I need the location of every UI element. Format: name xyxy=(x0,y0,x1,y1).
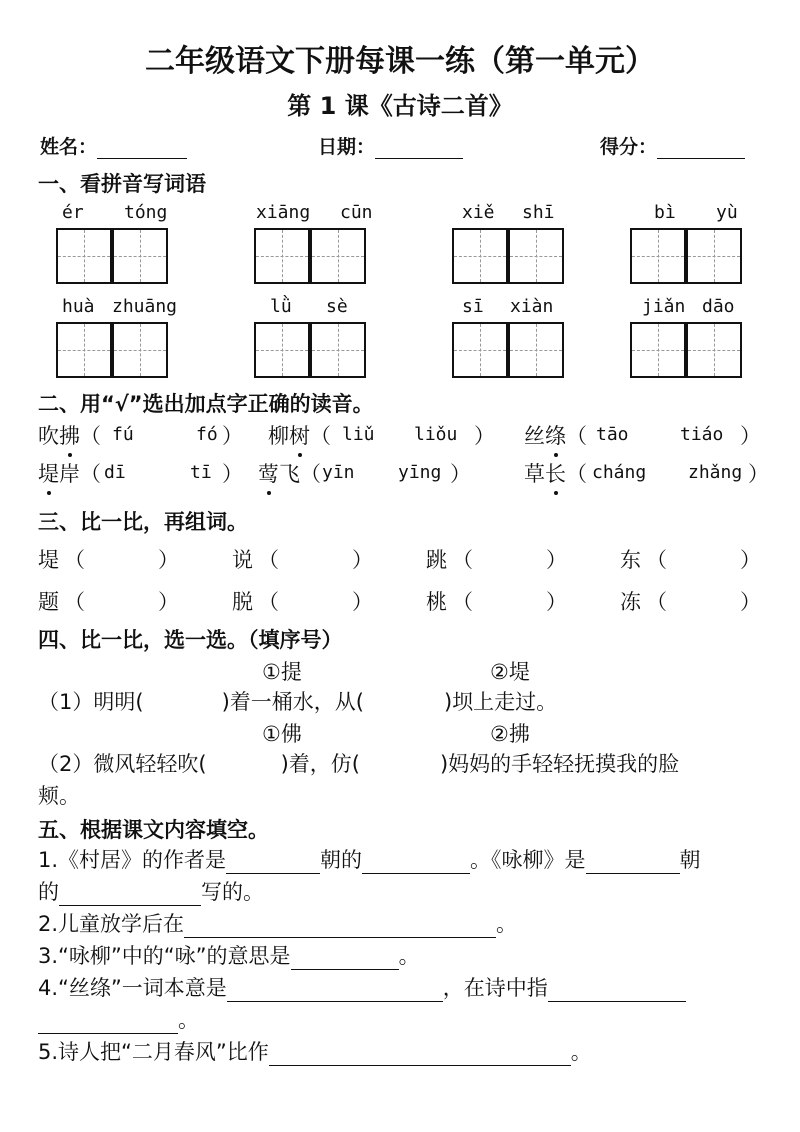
word-char: 飞 xyxy=(279,462,300,486)
answer-blank[interactable] xyxy=(38,1011,178,1034)
writing-grid[interactable] xyxy=(686,322,742,378)
compare-char: 说 xyxy=(232,548,253,572)
compare-char: 冻 xyxy=(620,590,641,614)
paren: （ xyxy=(64,548,85,572)
fill-line-3 xyxy=(38,908,517,938)
reading-option[interactable]: zhǎng xyxy=(688,462,743,483)
dotted-char: 绦 xyxy=(545,420,566,450)
pinyin-label: bì xyxy=(654,202,676,223)
pinyin-label: dāo xyxy=(702,296,735,317)
paren: （ xyxy=(566,424,587,448)
paren: （ xyxy=(452,548,473,572)
dotted-char: 长 xyxy=(545,458,566,488)
compare-char: 堤 xyxy=(38,548,59,572)
paren: （ xyxy=(80,424,101,448)
writing-grid[interactable] xyxy=(508,322,564,378)
writing-grid[interactable] xyxy=(310,228,366,284)
fill-text: 。 xyxy=(570,1040,592,1064)
section2-heading: 二、用“√”选出加点字正确的读音。 xyxy=(38,392,374,416)
date-label: 日期： xyxy=(318,136,376,158)
paren: ） xyxy=(546,548,567,572)
paren: ） xyxy=(474,424,495,448)
reading-option[interactable]: liǔ xyxy=(342,424,375,445)
score-field xyxy=(600,132,745,159)
name-field xyxy=(40,132,187,159)
option-label: ②拂 xyxy=(490,722,530,746)
pinyin-label: ér xyxy=(62,202,84,223)
answer-blank[interactable] xyxy=(184,915,496,938)
pinyin-label: sè xyxy=(326,296,348,317)
pinyin-label: zhuāng xyxy=(112,296,178,317)
paren: （ xyxy=(80,462,101,486)
option-label: ①提 xyxy=(262,660,302,684)
score-label: 得分： xyxy=(600,136,658,158)
paren: ） xyxy=(740,590,761,614)
writing-grid[interactable] xyxy=(254,322,310,378)
dotted-char: 树 xyxy=(289,420,310,450)
compare-char: 脱 xyxy=(232,590,253,614)
fill-text: 朝 xyxy=(679,848,701,872)
pinyin-label: xiàn xyxy=(510,296,554,317)
word-item xyxy=(38,458,101,488)
word-item xyxy=(268,420,331,450)
option-label: ②堤 xyxy=(490,660,530,684)
question-text: （2）微风轻轻吹( xyxy=(38,752,207,776)
pinyin-label: xiāng xyxy=(256,202,311,223)
fill-text: 。 xyxy=(398,944,420,968)
compare-char: 题 xyxy=(38,590,59,614)
word-item xyxy=(524,420,587,450)
reading-option[interactable]: liǒu xyxy=(414,424,458,445)
answer-blank[interactable] xyxy=(362,851,470,874)
fill-text: 朝的 xyxy=(320,848,363,872)
fill-text: 5.诗人把“二月春风”比作 xyxy=(38,1040,269,1064)
writing-grid[interactable] xyxy=(112,322,168,378)
writing-grid[interactable] xyxy=(56,228,112,284)
question-1 xyxy=(38,686,557,716)
name-label: 姓名： xyxy=(40,136,98,158)
pinyin-label: tóng xyxy=(124,202,168,223)
writing-grid[interactable] xyxy=(310,322,366,378)
paren: （ xyxy=(452,590,473,614)
fill-text: 4.“丝绦”一词本意是 xyxy=(38,976,227,1000)
paren: ） xyxy=(158,548,179,572)
compare-char: 跳 xyxy=(426,548,447,572)
pinyin-label: huà xyxy=(62,296,95,317)
page-title: 二年级语文下册每课一练（第一单元） xyxy=(145,44,655,79)
option-label: ①佛 xyxy=(262,722,302,746)
fill-text: ，在诗中指 xyxy=(442,976,548,1000)
section4-heading: 四、比一比，选一选。（填序号） xyxy=(38,628,343,652)
compare-char: 东 xyxy=(620,548,641,572)
fill-text: 2.儿童放学后在 xyxy=(38,912,185,936)
section5-heading: 五、根据课文内容填空。 xyxy=(38,818,269,842)
fill-line-1 xyxy=(38,844,701,874)
answer-blank[interactable] xyxy=(586,851,680,874)
paren: （ xyxy=(310,424,331,448)
paren: （ xyxy=(646,548,667,572)
writing-grid[interactable] xyxy=(254,228,310,284)
paren: （ xyxy=(258,548,279,572)
dotted-char: 莺 xyxy=(258,458,279,488)
name-input[interactable] xyxy=(97,138,187,159)
section3-heading: 三、比一比，再组词。 xyxy=(38,510,248,534)
paren: ） xyxy=(450,462,471,486)
word-item xyxy=(258,458,321,488)
reading-option[interactable]: tī xyxy=(190,462,212,483)
paren: （ xyxy=(646,590,667,614)
writing-grid[interactable] xyxy=(686,228,742,284)
question-text: )妈妈的手轻轻抚摸我的脸 xyxy=(439,752,680,776)
answer-blank[interactable] xyxy=(59,883,201,906)
compare-char: 桃 xyxy=(426,590,447,614)
fill-line-7 xyxy=(38,1036,592,1066)
dotted-char: 堤 xyxy=(38,458,59,488)
pinyin-label: jiǎn xyxy=(642,296,686,317)
paren: ） xyxy=(748,462,769,486)
reading-option[interactable]: tāo xyxy=(596,424,629,445)
fill-line-4 xyxy=(38,940,420,970)
lesson-subtitle: 第 1 课《古诗二首》 xyxy=(287,92,513,120)
reading-option[interactable]: fó xyxy=(196,424,218,445)
paren: ） xyxy=(222,424,243,448)
date-field xyxy=(318,132,463,159)
pinyin-label: lǜ xyxy=(270,296,292,317)
fill-text: 1.《村居》的作者是 xyxy=(38,848,227,872)
answer-blank[interactable] xyxy=(291,947,399,970)
word-char: 岸 xyxy=(59,462,80,486)
section1-heading: 一、看拼音写词语 xyxy=(38,172,206,196)
writing-grid[interactable] xyxy=(630,322,686,378)
writing-grid[interactable] xyxy=(452,322,508,378)
score-input[interactable] xyxy=(657,138,745,159)
pinyin-label: xiě xyxy=(462,202,495,223)
question-text: )着一桶水，从( xyxy=(221,690,364,714)
paren: （ xyxy=(258,590,279,614)
question-text: )坝上走过。 xyxy=(443,690,558,714)
paren: ） xyxy=(740,424,761,448)
word-item xyxy=(38,420,101,450)
question-text: )着，仿( xyxy=(280,752,360,776)
paren: （ xyxy=(300,462,321,486)
fill-line-5 xyxy=(38,972,686,1002)
fill-line-2 xyxy=(38,876,264,906)
paren: （ xyxy=(566,462,587,486)
paren: ） xyxy=(222,462,243,486)
fill-line-6 xyxy=(38,1004,199,1034)
question-text: 颊。 xyxy=(38,784,80,808)
dotted-char: 拂 xyxy=(59,420,80,450)
answer-blank[interactable] xyxy=(269,1043,571,1066)
word-char: 草 xyxy=(524,462,545,486)
reading-option[interactable]: yīn xyxy=(322,462,355,483)
paren: ） xyxy=(158,590,179,614)
fill-text: 写的。 xyxy=(201,880,264,904)
reading-option[interactable]: tiáo xyxy=(680,424,724,445)
fill-text: 。 xyxy=(496,912,518,936)
answer-blank[interactable] xyxy=(227,979,443,1002)
writing-grid[interactable] xyxy=(630,228,686,284)
writing-grid[interactable] xyxy=(112,228,168,284)
paren: （ xyxy=(64,590,85,614)
paren: ） xyxy=(352,548,373,572)
pinyin-label: shī xyxy=(522,202,555,223)
answer-blank[interactable] xyxy=(548,979,686,1002)
pinyin-label: cūn xyxy=(340,202,373,223)
reading-option[interactable]: dī xyxy=(104,462,126,483)
writing-grid[interactable] xyxy=(508,228,564,284)
reading-option[interactable]: yīng xyxy=(398,462,442,483)
word-char: 柳 xyxy=(268,424,289,448)
reading-option[interactable]: cháng xyxy=(592,462,647,483)
writing-grid[interactable] xyxy=(452,228,508,284)
word-char: 吹 xyxy=(38,424,59,448)
word-item xyxy=(524,458,587,488)
date-input[interactable] xyxy=(375,138,463,159)
answer-blank[interactable] xyxy=(226,851,320,874)
paren: ） xyxy=(546,590,567,614)
paren: ） xyxy=(740,548,761,572)
fill-text: 3.“咏柳”中的“咏”的意思是 xyxy=(38,944,291,968)
reading-option[interactable]: fú xyxy=(112,424,134,445)
word-char: 丝 xyxy=(524,424,545,448)
writing-grid[interactable] xyxy=(56,322,112,378)
pinyin-label: yù xyxy=(716,202,738,223)
question-2 xyxy=(38,748,679,778)
fill-text: 的 xyxy=(38,880,59,904)
fill-text: 。 xyxy=(178,1008,199,1032)
paren: ） xyxy=(352,590,373,614)
fill-text: 。《咏柳》是 xyxy=(470,848,586,872)
pinyin-label: sī xyxy=(462,296,484,317)
question-text: （1）明明( xyxy=(38,690,144,714)
